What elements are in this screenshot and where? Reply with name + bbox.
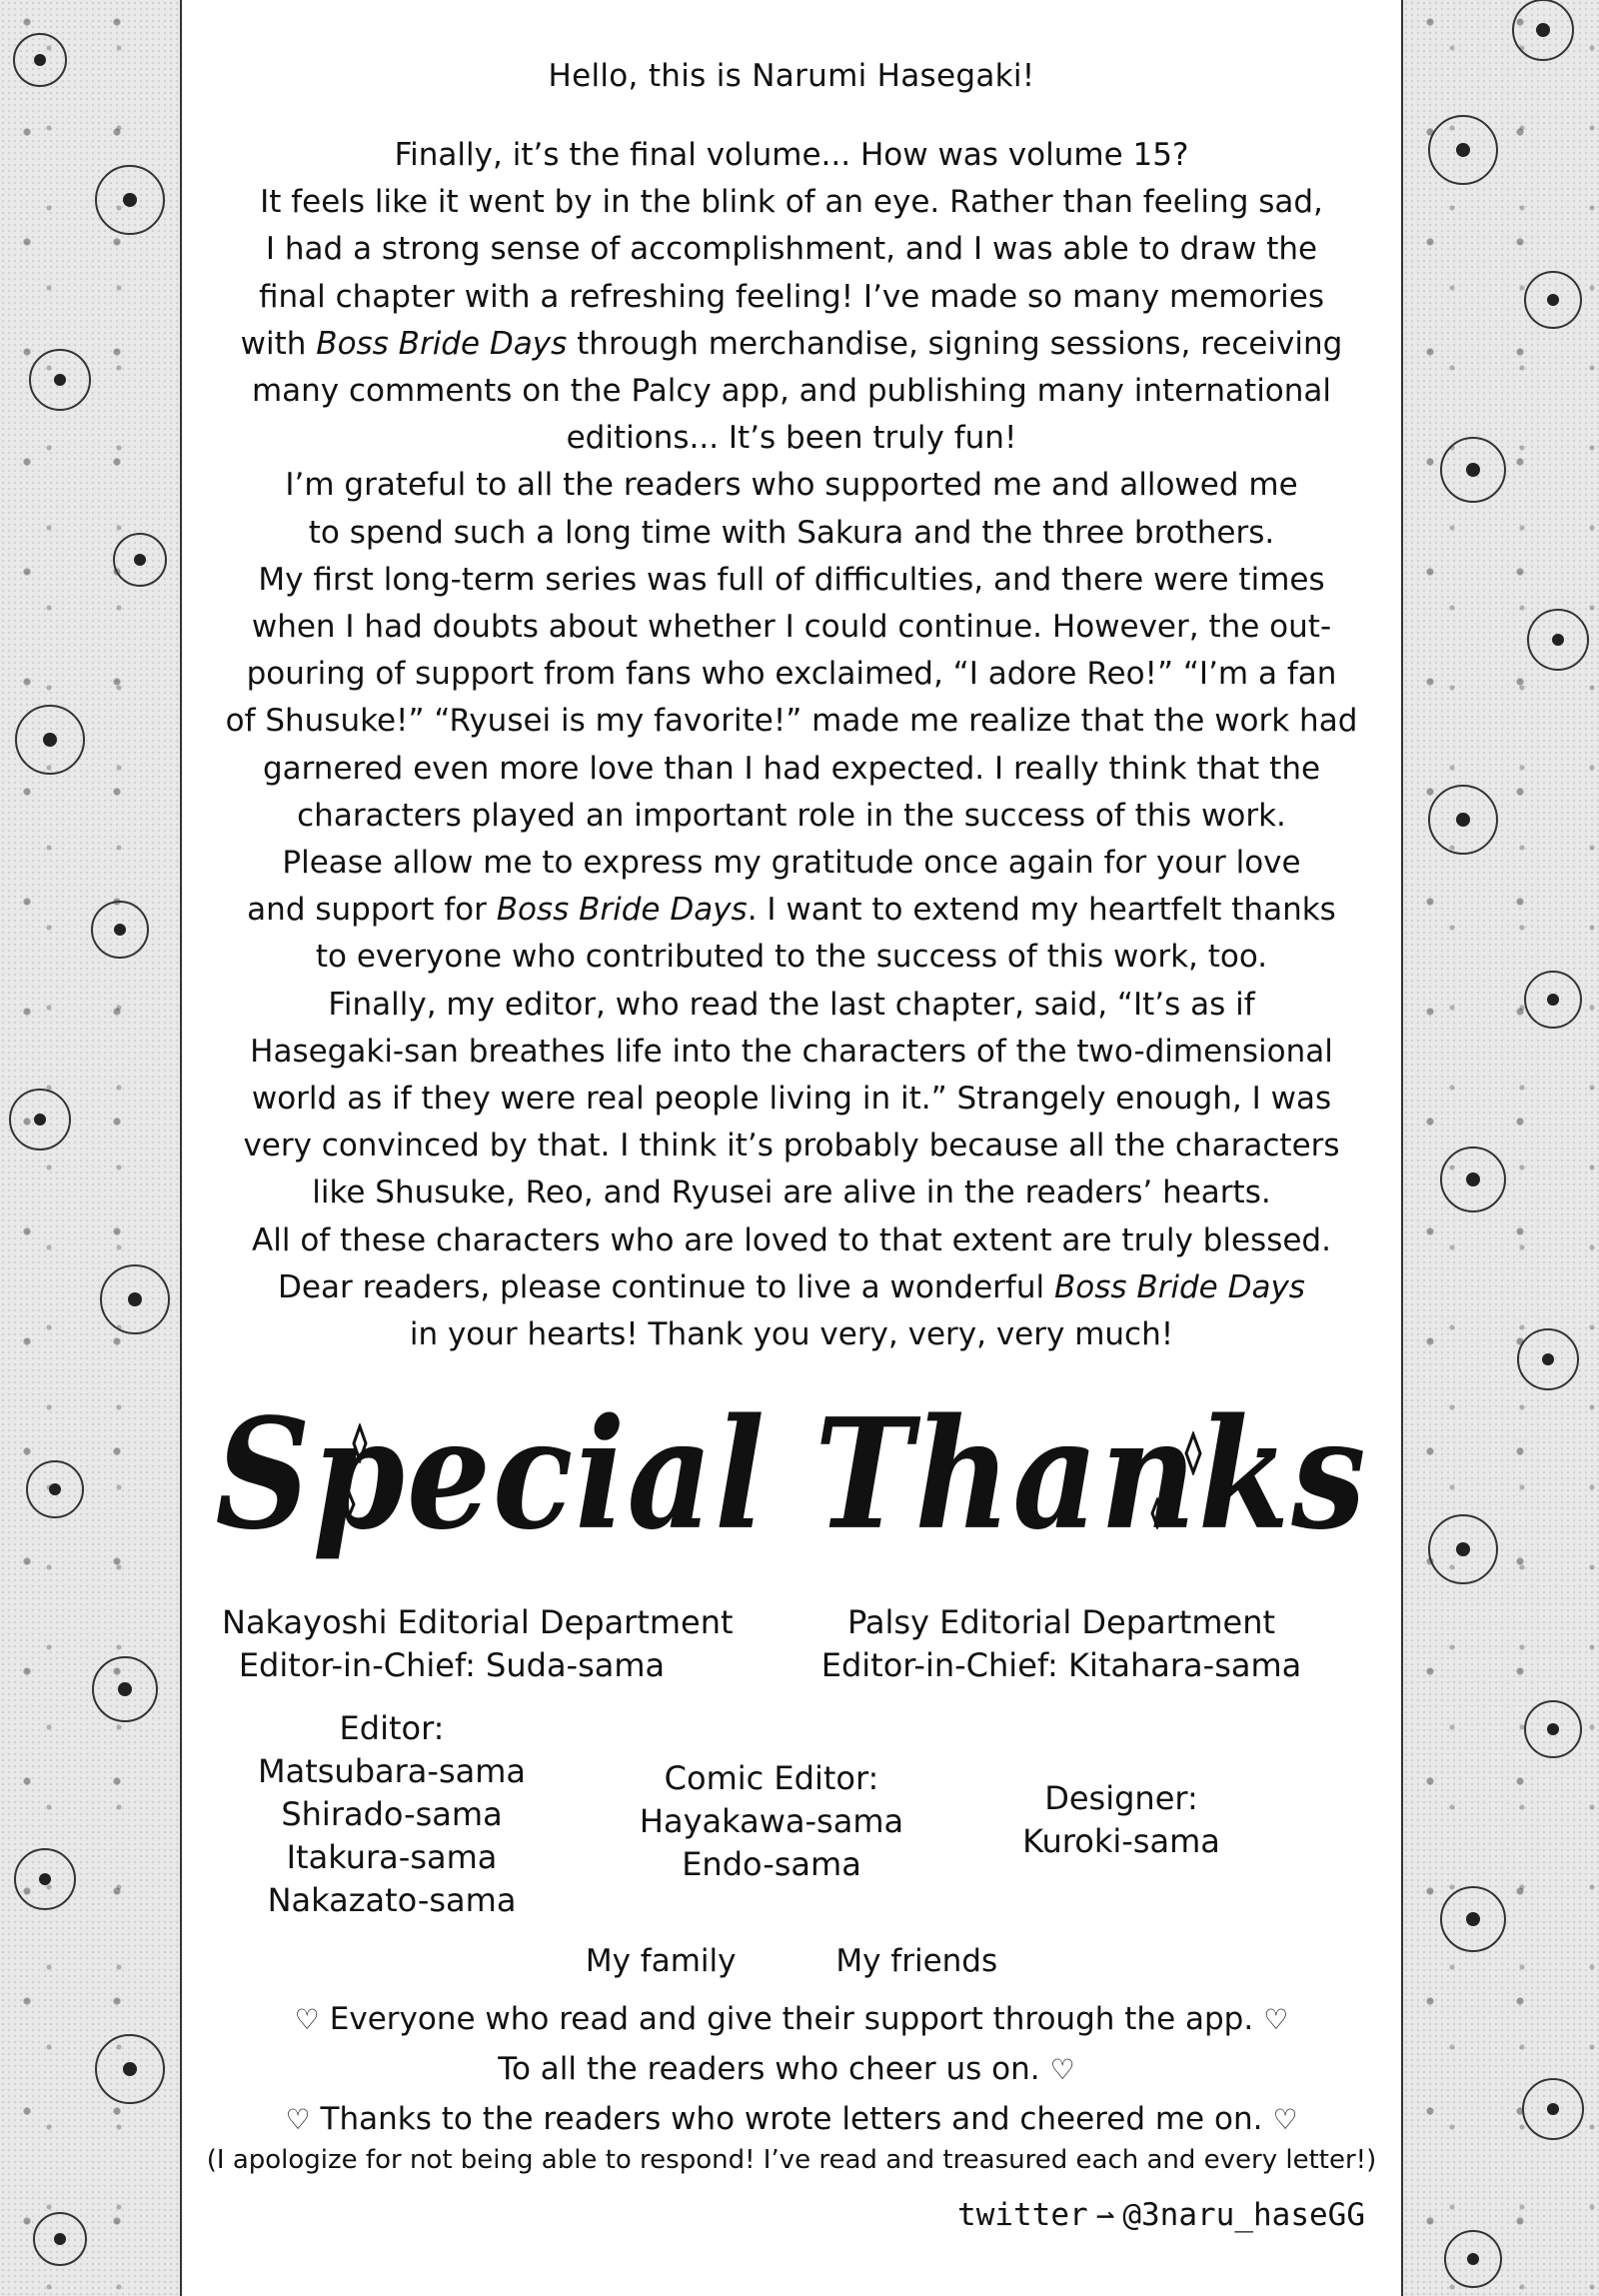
message-text: Hasegaki-san breathes life into the characters of the two-dimensional xyxy=(250,1033,1333,1070)
message-line xyxy=(192,1169,1391,1216)
message-line xyxy=(192,1076,1391,1123)
credit-nakayoshi xyxy=(222,1601,734,1687)
message-text: . I want to extend my heartfelt thanks xyxy=(747,892,1336,929)
editor-name: Nakazato-sama xyxy=(267,1881,517,1919)
my-friends: My friends xyxy=(835,1943,998,1979)
comic-editor-name: Hayakawa-sama xyxy=(639,1802,904,1840)
message-line xyxy=(192,1217,1391,1264)
message-line xyxy=(192,368,1391,415)
credit-designer xyxy=(991,1777,1251,1863)
message-line xyxy=(192,793,1391,840)
designer-label: Designer: xyxy=(1044,1779,1198,1817)
message-text: Please allow me to express my gratitude once again for your love xyxy=(282,845,1301,882)
arrow-icon: ⇀ xyxy=(1095,2197,1115,2233)
nakayoshi-dept: Nakayoshi Editorial Department xyxy=(222,1603,734,1641)
palsy-chief: Editor-in-Chief: Kitahara-sama xyxy=(820,1646,1302,1684)
flower-pattern-icon xyxy=(1403,0,1599,2296)
message-text: Finally, my editor, who read the last chapter, said, “It’s as if xyxy=(328,986,1255,1023)
family-friends-row xyxy=(182,1943,1401,1979)
designer-name: Kuroki-sama xyxy=(1022,1822,1220,1860)
editor-label: Editor: xyxy=(339,1709,445,1747)
heart-icon: ♡ xyxy=(1272,2103,1298,2136)
heart-icon: ♡ xyxy=(1049,2053,1075,2086)
message-line xyxy=(192,934,1391,981)
message-line xyxy=(192,321,1391,368)
message-line xyxy=(192,462,1391,509)
message-line xyxy=(192,132,1391,179)
apology-line: (I apologize for not being able to respond! I’ve read and treasured each and every letter!) xyxy=(206,2145,1377,2175)
my-family: My family xyxy=(585,1943,737,1979)
readers-cheer-text: To all the readers who cheer us on. xyxy=(498,2051,1040,2087)
message-line xyxy=(192,274,1391,321)
letters-text: Thanks to the readers who wrote letters and cheered me on. xyxy=(320,2101,1263,2137)
special-thanks-header xyxy=(182,1387,1401,1587)
message-text: I’m grateful to all the readers who supported me and allowed me xyxy=(285,467,1298,504)
editor-name: Matsubara-sama xyxy=(257,1752,526,1790)
series-title: Boss Bride Days xyxy=(1053,1268,1305,1305)
message-line xyxy=(192,1311,1391,1358)
message-line xyxy=(192,557,1391,604)
message-text: My first long-term series was full of difficulties, and there were times xyxy=(258,561,1325,598)
message-line xyxy=(192,982,1391,1029)
message-line xyxy=(192,226,1391,273)
message-line xyxy=(192,840,1391,887)
heart-icon: ♡ xyxy=(285,2103,311,2136)
message-text: like Shusuke, Reo, and Ryusei are alive in the readers’ hearts. xyxy=(312,1174,1271,1211)
floral-border-left xyxy=(0,0,182,2296)
message-text: It feels like it went by in the blink of an eye. Rather than feeling sad, xyxy=(260,184,1323,221)
message-line xyxy=(192,179,1391,226)
message-text: world as if they were real people living in it.” Strangely enough, I was xyxy=(251,1081,1332,1118)
message-text: very convinced by that. I think it’s probably because all the characters xyxy=(243,1128,1340,1164)
message-text: to spend such a long time with Sakura and the three brothers. xyxy=(308,514,1275,551)
message-text: in your hearts! Thank you very, very, very much! xyxy=(409,1316,1174,1353)
app-supporters-text: Everyone who read and give their support through the app. xyxy=(329,2001,1254,2037)
message-line xyxy=(192,510,1391,557)
message-text: garnered even more love than I had expected. I really think that the xyxy=(262,750,1321,787)
series-title: Boss Bride Days xyxy=(496,892,748,929)
message-text: Finally, it’s the final volume... How was volume 15? xyxy=(394,137,1189,173)
message-line xyxy=(192,746,1391,793)
flower-pattern-icon xyxy=(0,0,180,2296)
afterword-panel xyxy=(182,0,1401,2296)
greeting: Hello, this is Narumi Hasegaki! xyxy=(548,58,1035,94)
message-text: through merchandise, signing sessions, receiving xyxy=(567,325,1343,362)
palsy-dept: Palsy Editorial Department xyxy=(846,1603,1276,1641)
message-line xyxy=(192,651,1391,698)
readers-cheer-line xyxy=(182,2051,1401,2087)
editor-name: Shirado-sama xyxy=(281,1795,503,1833)
message-text: All of these characters who are loved to that extent are truly blessed. xyxy=(252,1221,1331,1258)
editor-name: Itakura-sama xyxy=(286,1838,498,1876)
message-text: and support for xyxy=(247,892,497,929)
message-text: when I had doubts about whether I could continue. However, the out- xyxy=(251,609,1332,646)
credit-palsy xyxy=(801,1601,1321,1687)
message-text: I had a strong sense of accomplishment, and I was able to draw the xyxy=(265,231,1318,268)
heart-icon: ♡ xyxy=(294,2003,320,2036)
message-text: to everyone who contributed to the success of this work, too. xyxy=(315,939,1268,976)
message-line xyxy=(192,604,1391,651)
series-title: Boss Bride Days xyxy=(316,325,568,362)
message-text: Dear readers, please continue to live a wonderful xyxy=(278,1268,1054,1305)
message-line xyxy=(192,415,1391,462)
credit-editor xyxy=(232,1707,552,1922)
message-text: pouring of support from fans who exclaimed, “I adore Reo!” “I’m a fan xyxy=(246,656,1337,693)
comic-editor-name: Endo-sama xyxy=(682,1845,861,1883)
message-line xyxy=(192,1123,1391,1169)
message-text: with xyxy=(240,325,317,362)
message-text: final chapter with a refreshing feeling! I’ve made so many memories xyxy=(258,278,1325,315)
message-text: characters played an important role in the success of this work. xyxy=(297,797,1286,834)
heart-icon: ♡ xyxy=(1263,2003,1289,2036)
message-line xyxy=(192,1029,1391,1076)
message-text: many comments on the Palcy app, and publishing many international xyxy=(251,373,1332,410)
app-supporters-line xyxy=(182,2001,1401,2037)
twitter-handle-row xyxy=(957,2197,1365,2233)
letters-line xyxy=(182,2101,1401,2137)
afterword-message xyxy=(192,132,1391,1358)
twitter-label: twitter xyxy=(957,2197,1088,2233)
nakayoshi-chief: Editor-in-Chief: Suda-sama xyxy=(238,1646,666,1684)
comic-editor-label: Comic Editor: xyxy=(664,1759,879,1797)
message-text: editions... It’s been truly fun! xyxy=(566,420,1017,457)
message-line xyxy=(192,698,1391,745)
message-text: of Shusuke!” “Ryusei is my favorite!” made me realize that the work had xyxy=(225,703,1358,740)
floral-border-right xyxy=(1401,0,1599,2296)
message-line xyxy=(192,887,1391,934)
special-thanks-title: Special Thanks xyxy=(215,1385,1368,1564)
credit-comic-editor xyxy=(622,1757,921,1886)
twitter-handle: @3naru_haseGG xyxy=(1122,2197,1365,2233)
message-line xyxy=(192,1264,1391,1311)
